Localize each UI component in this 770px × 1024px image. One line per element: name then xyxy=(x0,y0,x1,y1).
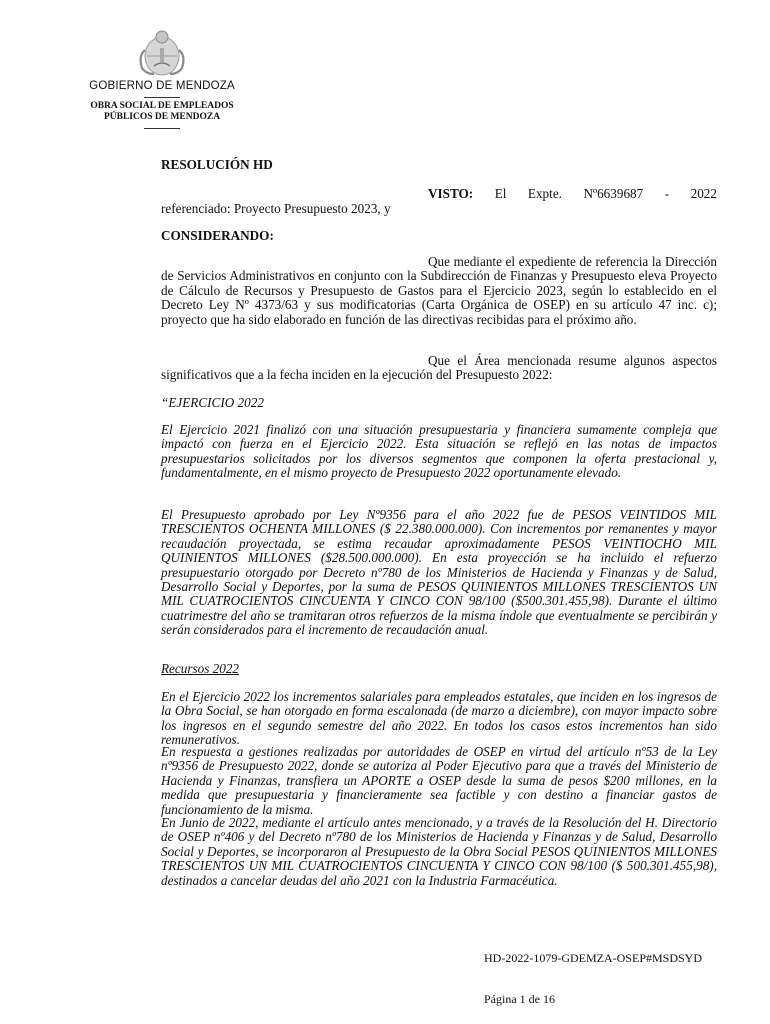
visto-word: Expte. xyxy=(527,186,562,201)
quote-paragraph-2: El Presupuesto aprobado por Ley Nº9356 para el año 2022 fue de PESOS VEINTIDOS MIL TRESCIENTOS OCHENTA MILLONES ($ 22.380.000.000). Con incrementos por remanentes y mayor recaudación proyectada, se estima recaudar aproximadamente PESOS VEINTIOCHO MIL QUINIENTOS MILLONES ($28.500.000.000). En esta proyección se ha incluido el refuerzo presupuestario otorgado por Decreto nº780 de los Ministerios de Hacienda y Finanzas y de Salud, Desarrollo Social y Deportes, por la suma de PESOS QUINIENTOS MILLONES TRESCIENTOS UN MIL CUATROCIENTOS CINCUENTA Y CINCO CON 98/100 ($500.301.455,98). Durante el último cuatrimestre del año se tramitaran otros refuerzos de la misma índole que eventualmente se percibirán y serán considerados para el incremento de recaudación anual. xyxy=(161,507,717,638)
agency-name-line2: PÚBLICOS DE MENDOZA xyxy=(103,112,221,122)
considerando-paragraph-2: Que el Área mencionada resume algunos aspectos significativos que a la fecha inciden en la ejecución del Presupuesto 2022: xyxy=(161,353,717,383)
quote-paragraph-1: El Ejercicio 2021 finalizó con una situación presupuestaria y financiera sumamente compleja que impactó con fuerza en el Ejercicio 2022. Esta situación se reflejó en las notas de impactos presupuestarios solicitados por los diversos segmentos que componen la oferta prestacional y, fundamentalmente, en el mismo proyecto de Presupuesto 2022 oportunamente elevado. xyxy=(161,422,717,481)
page-number: Página 1 de 16 xyxy=(484,992,555,1006)
quote-paragraph-5: En Junio de 2022, mediante el artículo antes mencionado, y a través de la Resolución del H. Directorio de OSEP nº406 y del Decreto nº780 de los Ministerios de Hacienda y Finanzas y de Salud, Desarrollo Social y Deportes, se incorporaron al Presupuesto de la Obra Social PESOS QUINIENTOS MILLONES TRESCIENTOS UN MIL CUATROCIENTOS CINCUENTA Y CINCO CON 98/100 ($ 500.301.455,98), destinados a cancelar deudas del año 2021 con la Industria Farmacéutica. xyxy=(161,815,717,888)
visto-word: 2022 xyxy=(690,186,717,201)
visto-word: Nº6639687 xyxy=(583,186,644,201)
document-code: HD-2022-1079-GDEMZA-OSEP#MSDSYD xyxy=(484,951,703,965)
visto-word: - xyxy=(664,186,670,201)
quote-paragraph-4: En respuesta a gestiones realizadas por autoridades de OSEP en virtud del artículo nº53 de la Ley nº9356 de Presupuesto 2022, donde se autoriza al Poder Ejecutivo para que a través del Ministerio de Hacienda y Finanzas, transfiera un APORTE a OSEP desde la suma de pesos $200 millones, en la medida que presupuestaria y financieramente sea factible y con destino a financiar gastos de funcionamiento de la misma. xyxy=(161,744,717,817)
visto-line xyxy=(428,186,717,202)
coat-of-arms-icon xyxy=(134,28,190,78)
visto-word: El xyxy=(494,186,507,201)
government-name: GOBIERNO DE MENDOZA xyxy=(89,80,235,92)
ejercicio-heading: “EJERCICIO 2022 xyxy=(161,395,264,410)
visto-reference: referenciado: Proyecto Presupuesto 2023, y xyxy=(161,201,391,216)
letterhead xyxy=(62,28,262,132)
agency-name-line1: OBRA SOCIAL DE EMPLEADOS xyxy=(90,101,234,111)
letterhead-divider-bottom xyxy=(144,128,180,129)
considerando-paragraph-1: Que mediante el expediente de referencia la Dirección de Servicios Administrativos en conjunto con la Subdirección de Finanzas y Presupuesto eleva Proyecto de Cálculo de Recursos y Presupuesto de Gastos para el Ejercicio 2023, según lo establecido en el Decreto Ley Nº 4373/63 y sus modificatorias (Carta Orgánica de OSEP) en su artículo 47 inc. c); proyecto que ha sido elaborado en función de las directivas recibidas para el próximo año. xyxy=(161,254,717,327)
letterhead-divider xyxy=(144,97,180,98)
recursos-heading: Recursos 2022 xyxy=(161,661,240,676)
visto-label: VISTO: xyxy=(428,186,474,201)
considerando-label: CONSIDERANDO: xyxy=(161,228,274,243)
resolution-title: RESOLUCIÓN HD xyxy=(161,157,273,172)
quote-paragraph-3: En el Ejercicio 2022 los incrementos salariales para empleados estatales, que inciden en los ingresos de la Obra Social, se han otorgado en forma escalonada (de marzo a diciembre), con mayor impacto sobre los ingresos en el segundo semestre del año 2022. En todos los casos estos incrementos han sido remunerativos. xyxy=(161,689,717,748)
